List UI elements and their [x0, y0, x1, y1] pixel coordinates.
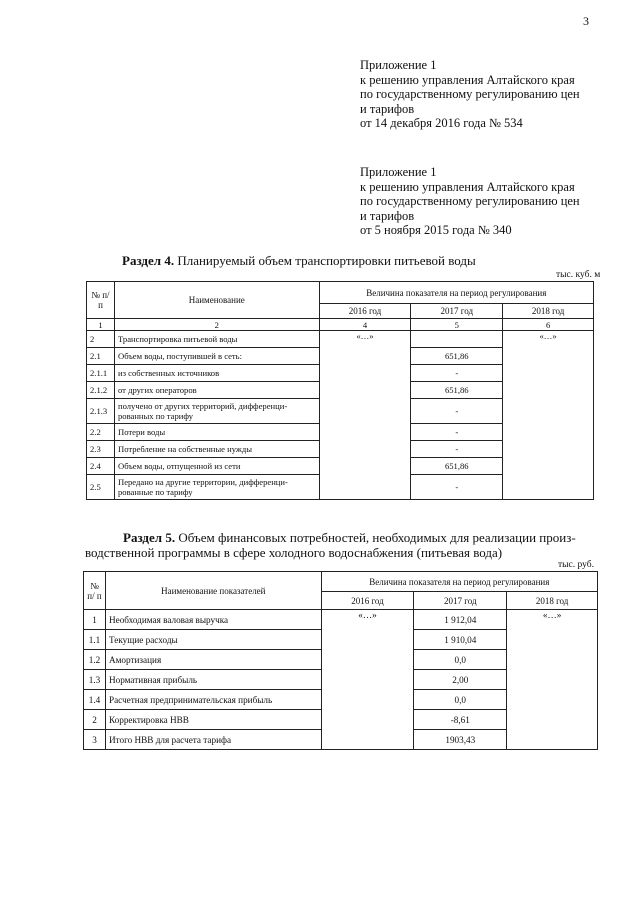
appendix-line: по государственному регулированию цен: [360, 87, 580, 101]
row-number: 2.1.3: [87, 399, 115, 424]
row-number: 2.1.2: [87, 382, 115, 399]
row-name: Передано на другие территории, дифференци-рованные по тарифу: [114, 475, 319, 500]
value-2017: -: [411, 475, 503, 500]
page-number: 3: [583, 14, 589, 28]
col-name-header: Наименование: [114, 282, 319, 319]
value-2017: 0,0: [414, 690, 507, 710]
section4-table: [86, 281, 594, 500]
section4-title-bold: Раздел 4.: [122, 253, 175, 268]
col-name-header: Наименование показателей: [105, 572, 321, 610]
value-2017: 0,0: [414, 650, 507, 670]
row-number: 1: [84, 610, 106, 630]
row-number: 2.2: [87, 424, 115, 441]
col-no-header: № п/п: [87, 282, 115, 319]
appendix-header-2016: [360, 58, 620, 131]
index-cell: 1: [87, 319, 115, 331]
value-2017: -8,61: [414, 710, 507, 730]
section5-unit: тыс. руб.: [558, 560, 594, 570]
row-number: 1.1: [84, 630, 106, 650]
index-cell: 4: [319, 319, 411, 331]
row-number: 2: [84, 710, 106, 730]
row-name: Необходимая валовая выручка: [105, 610, 321, 630]
section5-title-bold: Раздел 5.: [123, 530, 176, 545]
value-2017: 1903,43: [414, 730, 507, 750]
year-header: 2017 год: [411, 304, 503, 319]
col-group-header: Величина показателя на период регулирования: [321, 572, 597, 592]
appendix-line: Приложение 1: [360, 165, 437, 179]
value-2017: 2,00: [414, 670, 507, 690]
table-row: [87, 331, 594, 348]
index-cell: 5: [411, 319, 503, 331]
section5-title-line2: водственной программы в сфере холодного водоснабжения (питьевая вода): [85, 545, 503, 560]
row-number: 2.5: [87, 475, 115, 500]
value-2017: 1 912,04: [414, 610, 507, 630]
row-number: 1.4: [84, 690, 106, 710]
merged-2016-cell: «…»: [321, 610, 414, 750]
value-2017: 651,86: [411, 348, 503, 365]
index-cell: 2: [114, 319, 319, 331]
row-name: из собственных источников: [114, 365, 319, 382]
value-2017: -: [411, 441, 503, 458]
appendix-line: от 14 декабря 2016 года № 534: [360, 116, 523, 130]
appendix-line: от 5 ноября 2015 года № 340: [360, 223, 512, 237]
row-name: Транспортировка питьевой воды: [114, 331, 319, 348]
value-2017: -: [411, 399, 503, 424]
row-name: Объем воды, отпущенной из сети: [114, 458, 319, 475]
row-number: 2.3: [87, 441, 115, 458]
appendix-line: и тарифов: [360, 208, 415, 223]
row-name: от других операторов: [114, 382, 319, 399]
year-header: 2016 год: [321, 592, 414, 610]
row-number: 2.1: [87, 348, 115, 365]
value-2017: [411, 331, 503, 348]
section5-title-text: Объем финансовых потребностей, необходимых для реализации произ-: [175, 530, 576, 545]
row-name: Расчетная предпринимательская прибыль: [105, 690, 321, 710]
value-2017: 651,86: [411, 458, 503, 475]
section4-unit: тыс. куб. м: [556, 270, 601, 280]
value-2017: 1 910,04: [414, 630, 507, 650]
row-name: Нормативная прибыль: [105, 670, 321, 690]
appendix-line: и тарифов: [360, 101, 415, 116]
merged-2018-cell: «…»: [503, 331, 594, 500]
row-number: 1.3: [84, 670, 106, 690]
year-header: 2017 год: [414, 592, 507, 610]
row-name: Итого НВВ для расчета тарифа: [105, 730, 321, 750]
appendix-line: Приложение 1: [360, 58, 437, 72]
year-header: 2016 год: [319, 304, 411, 319]
merged-2018-cell: «…»: [507, 610, 598, 750]
row-number: 2.1.1: [87, 365, 115, 382]
merged-2016-cell: «…»: [319, 331, 411, 500]
value-2017: -: [411, 365, 503, 382]
appendix-line: к решению управления Алтайского края: [360, 179, 575, 194]
row-number: 2: [87, 331, 115, 348]
section5-table: [83, 571, 598, 750]
appendix-line: по государственному регулированию цен: [360, 194, 580, 208]
row-name: Потери воды: [114, 424, 319, 441]
row-name: Корректировка НВВ: [105, 710, 321, 730]
row-name: Потребление на собственные нужды: [114, 441, 319, 458]
col-no-header: № п/ п: [84, 572, 106, 610]
value-2017: 651,86: [411, 382, 503, 399]
row-number: 2.4: [87, 458, 115, 475]
row-number: 1.2: [84, 650, 106, 670]
table-row: [84, 610, 598, 630]
col-group-header: Величина показателя на период регулирования: [319, 282, 593, 304]
section4-title-text: Планируемый объем транспортировки питьевой воды: [174, 253, 476, 268]
appendix-line: к решению управления Алтайского края: [360, 72, 575, 87]
row-name: Текущие расходы: [105, 630, 321, 650]
row-name: Объем воды, поступившей в сеть:: [114, 348, 319, 365]
year-header: 2018 год: [507, 592, 598, 610]
value-2017: -: [411, 424, 503, 441]
row-number: 3: [84, 730, 106, 750]
year-header: 2018 год: [503, 304, 594, 319]
row-name: Амортизация: [105, 650, 321, 670]
section4-title: [122, 253, 476, 268]
section5-title: [85, 530, 603, 560]
index-cell: 6: [503, 319, 594, 331]
appendix-header-2015: [360, 165, 620, 238]
row-name: получено от других территорий, дифференци-рованных по тарифу: [114, 399, 319, 424]
